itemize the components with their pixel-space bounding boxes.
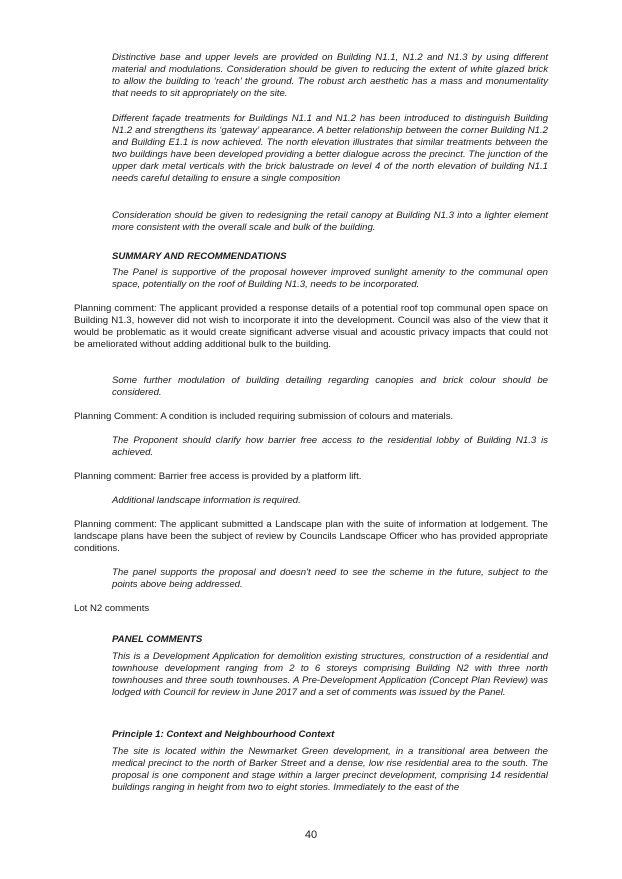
paragraph-site-location: The site is located within the Newmarket Green development, in a transitional area between the medical precinct to the north of Barker Street and a dense, low rise residential area to the south. The proposal is one component and stage within a larger precinct development, comprising 14 residential buildings ranging in height from two to eight stories. Immediately to the east of the	[112, 746, 548, 794]
planning-comment-colours: Planning Comment: A condition is included requiring submission of colours and materials.	[74, 411, 454, 422]
paragraph-retail-canopy: Consideration should be given to redesigning the retail canopy at Building N1.3 into a lighter element more consistent with the overall scale and bulk of the building.	[112, 210, 548, 234]
planning-comment-platform-lift: Planning comment: Barrier free access is provided by a platform lift.	[74, 471, 362, 482]
page-number: 40	[304, 829, 318, 841]
paragraph-communal-open-space: The Panel is supportive of the proposal however improved sunlight amenity to the communal open space, potentially on the roof of Building N1.3, needs to be incorporated.	[112, 267, 548, 291]
paragraph-barrier-free-access: The Proponent should clarify how barrier free access to the residential lobby of Building N1.3 is achieved.	[112, 435, 548, 459]
planning-comment-landscape: Planning comment: The applicant submitted a Landscape plan with the suite of information at lodgement. The landscape plans have been the subject of review by Councils Landscape Officer who has provided appropriate conditions.	[74, 519, 548, 555]
paragraph-facade-treatments: Different façade treatments for Buildings N1.1 and N1.2 has been introduced to distinguish Building N1.2 and strengthens its ‘gateway’ appearance. A better relationship between the corner Building N1.2 and Building E1.1 is now achieved. The north elevation illustrates that similar treatments between the two buildings have been developed providing a better dialogue across the precinct. The junction of the upper dark metal verticals with the brick balustrade on level 4 of the north elevation of building N1.1 needs careful detailing to ensure a single composition	[112, 113, 548, 185]
summary-heading: SUMMARY AND RECOMMENDATIONS	[112, 251, 287, 262]
principle-1-heading: Principle 1: Context and Neighbourhood Context	[112, 729, 335, 740]
paragraph-modulation: Some further modulation of building detailing regarding canopies and brick colour should be considered.	[112, 375, 548, 399]
panel-comments-heading: PANEL COMMENTS	[112, 634, 203, 645]
lot-n2-heading: Lot N2 comments	[74, 603, 150, 614]
planning-comment-roof-space: Planning comment: The applicant provided a response details of a potential roof top communal open space on Building N1.3, however did not wish to incorporate it into the development. Council was also of the view that it would be problematic as it would create significant adverse visual and acoustic privacy impacts that could not be ameliorated without adding additional bulk to the building.	[74, 303, 548, 351]
paragraph-landscape-info: Additional landscape information is required.	[112, 495, 301, 506]
paragraph-panel-supports: The panel supports the proposal and doesn't need to see the scheme in the future, subject to the points above being addressed.	[112, 567, 548, 591]
paragraph-base-upper-levels: Distinctive base and upper levels are provided on Building N1.1, N1.2 and N1.3 by using different material and modulations. Consideration should be given to reducing the extent of white glazed brick to allow the building to ‘reach’ the ground. The robust arch aesthetic has a mass and monumentality that needs to sit appropriately on the site.	[112, 52, 548, 100]
paragraph-development-application: This is a Development Application for demolition existing structures, construction of a residential and townhouse development ranging from 2 to 6 storeys comprising Building N2 with three north townhouses and three south townhouses. A Pre-Development Application (Concept Plan Review) was lodged with Council for review in June 2017 and a set of comments was issued by the Panel.	[112, 651, 548, 699]
